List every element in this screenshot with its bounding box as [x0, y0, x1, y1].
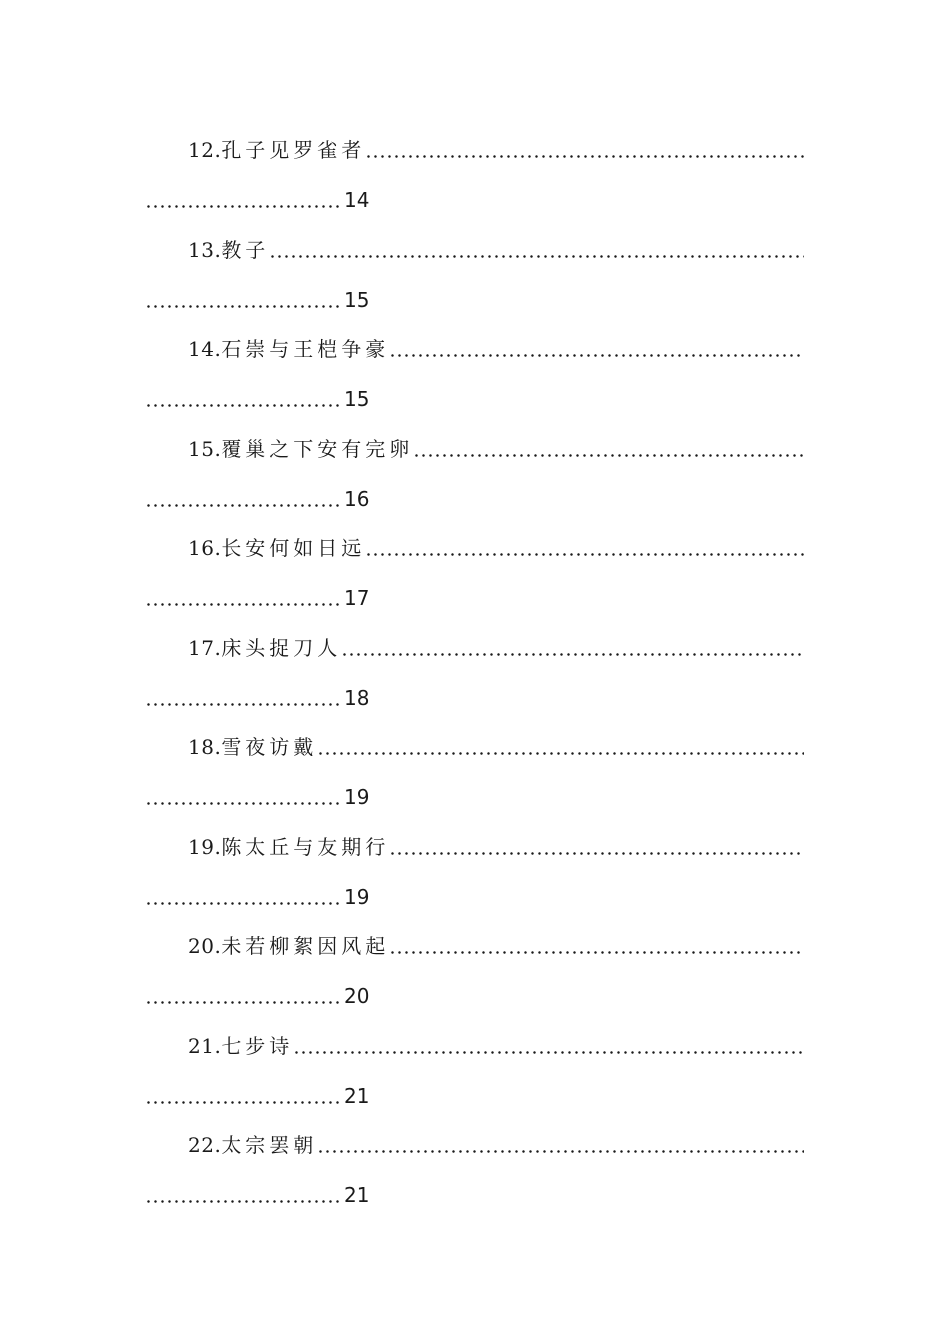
dot-leader: [269, 235, 804, 265]
dot-leader: [293, 1031, 804, 1061]
dot-leader: [145, 484, 343, 514]
toc-entry-title-line: [188, 533, 804, 563]
toc-entry-title: 石崇与王桤争豪: [221, 337, 390, 361]
toc-entry-number: 19.: [188, 835, 222, 859]
toc-entry-page-number: 15: [344, 387, 370, 411]
toc-entry-title-line: [188, 434, 804, 464]
toc-entry-title-line: [188, 931, 804, 961]
toc-entry[interactable]: [0, 1031, 950, 1131]
toc-entry-page-line: [145, 1081, 385, 1111]
toc-entry-number: 20.: [188, 934, 222, 958]
dot-leader: [317, 732, 804, 762]
dot-leader: [145, 1081, 343, 1111]
dot-leader: [365, 135, 804, 165]
toc-entry-number: 17.: [188, 636, 222, 660]
toc-entry-page-number: 21: [344, 1084, 370, 1108]
toc-entry[interactable]: [0, 235, 950, 335]
toc-entry-page-line: [145, 484, 385, 514]
toc-entry-page-number: 21: [344, 1183, 370, 1207]
toc-entry-title-line: [188, 732, 804, 762]
toc-entry-page-line: [145, 185, 385, 215]
toc-entry-title: 孔子见罗雀者: [221, 138, 366, 162]
toc-entry-page-number: 19: [344, 785, 370, 809]
toc-entry-title-line: [188, 832, 804, 862]
toc-entry[interactable]: [0, 1130, 950, 1230]
dot-leader: [145, 782, 343, 812]
dot-leader: [389, 334, 804, 364]
dot-leader: [389, 832, 804, 862]
toc-entry-title: 雪夜访戴: [221, 735, 318, 759]
dot-leader: [145, 1180, 343, 1210]
toc-entry-page-number: 18: [344, 686, 370, 710]
dot-leader: [145, 285, 343, 315]
toc-entry-page-line: [145, 1180, 385, 1210]
toc-entry-number: 12.: [188, 138, 222, 162]
toc-entry-page-number: 15: [344, 288, 370, 312]
toc-entry-page-number: 17: [344, 586, 370, 610]
toc-entry-title: 七步诗: [221, 1034, 294, 1058]
toc-entry-number: 22.: [188, 1133, 222, 1157]
toc-entry[interactable]: [0, 633, 950, 733]
toc-entry-title: 覆巢之下安有完卵: [221, 437, 414, 461]
toc-entry-title-line: [188, 1130, 804, 1160]
toc-entry-page-line: [145, 285, 385, 315]
toc-entry-title: 陈太丘与友期行: [221, 835, 390, 859]
toc-entry-title-line: [188, 135, 804, 165]
dot-leader: [145, 882, 343, 912]
dot-leader: [145, 384, 343, 414]
toc-entry-title: 长安何如日远: [221, 536, 366, 560]
toc-entry-title: 教子: [221, 238, 270, 262]
toc-entry-number: 13.: [188, 238, 222, 262]
toc-entry-number: 15.: [188, 437, 222, 461]
toc-entry-page-line: [145, 683, 385, 713]
toc-entry-number: 18.: [188, 735, 222, 759]
dot-leader: [341, 633, 804, 663]
toc-entry-page-number: 14: [344, 188, 370, 212]
toc-entry[interactable]: [0, 533, 950, 633]
dot-leader: [145, 185, 343, 215]
toc-entry-number: 16.: [188, 536, 222, 560]
toc-entry-page-number: 19: [344, 885, 370, 909]
toc-entry-page-line: [145, 384, 385, 414]
toc-entry-title: 太宗罢朝: [221, 1133, 318, 1157]
toc-entry[interactable]: [0, 334, 950, 434]
toc-entry-title-line: [188, 1031, 804, 1061]
dot-leader: [413, 434, 804, 464]
dot-leader: [389, 931, 804, 961]
dot-leader: [145, 583, 343, 613]
toc-entry[interactable]: [0, 832, 950, 932]
toc-entry[interactable]: [0, 135, 950, 235]
toc-entry-page-line: [145, 583, 385, 613]
toc-entry-page-line: [145, 882, 385, 912]
toc-entry-title: 未若柳絮因风起: [221, 934, 390, 958]
dot-leader: [317, 1130, 804, 1160]
toc-entry-page-number: 20: [344, 984, 370, 1008]
toc-entry-title-line: [188, 334, 804, 364]
toc-entry-page-line: [145, 782, 385, 812]
toc-entry-number: 21.: [188, 1034, 222, 1058]
toc-entry[interactable]: [0, 434, 950, 534]
toc-entry-title: 床头捉刀人: [221, 636, 342, 660]
dot-leader: [365, 533, 804, 563]
toc-entry-title-line: [188, 235, 804, 265]
toc-entry[interactable]: [0, 931, 950, 1031]
dot-leader: [145, 981, 343, 1011]
toc-entry-number: 14.: [188, 337, 222, 361]
dot-leader: [145, 683, 343, 713]
toc-entry-page-number: 16: [344, 487, 370, 511]
toc-entry-page-line: [145, 981, 385, 1011]
toc-entry[interactable]: [0, 732, 950, 832]
toc-entry-title-line: [188, 633, 804, 663]
